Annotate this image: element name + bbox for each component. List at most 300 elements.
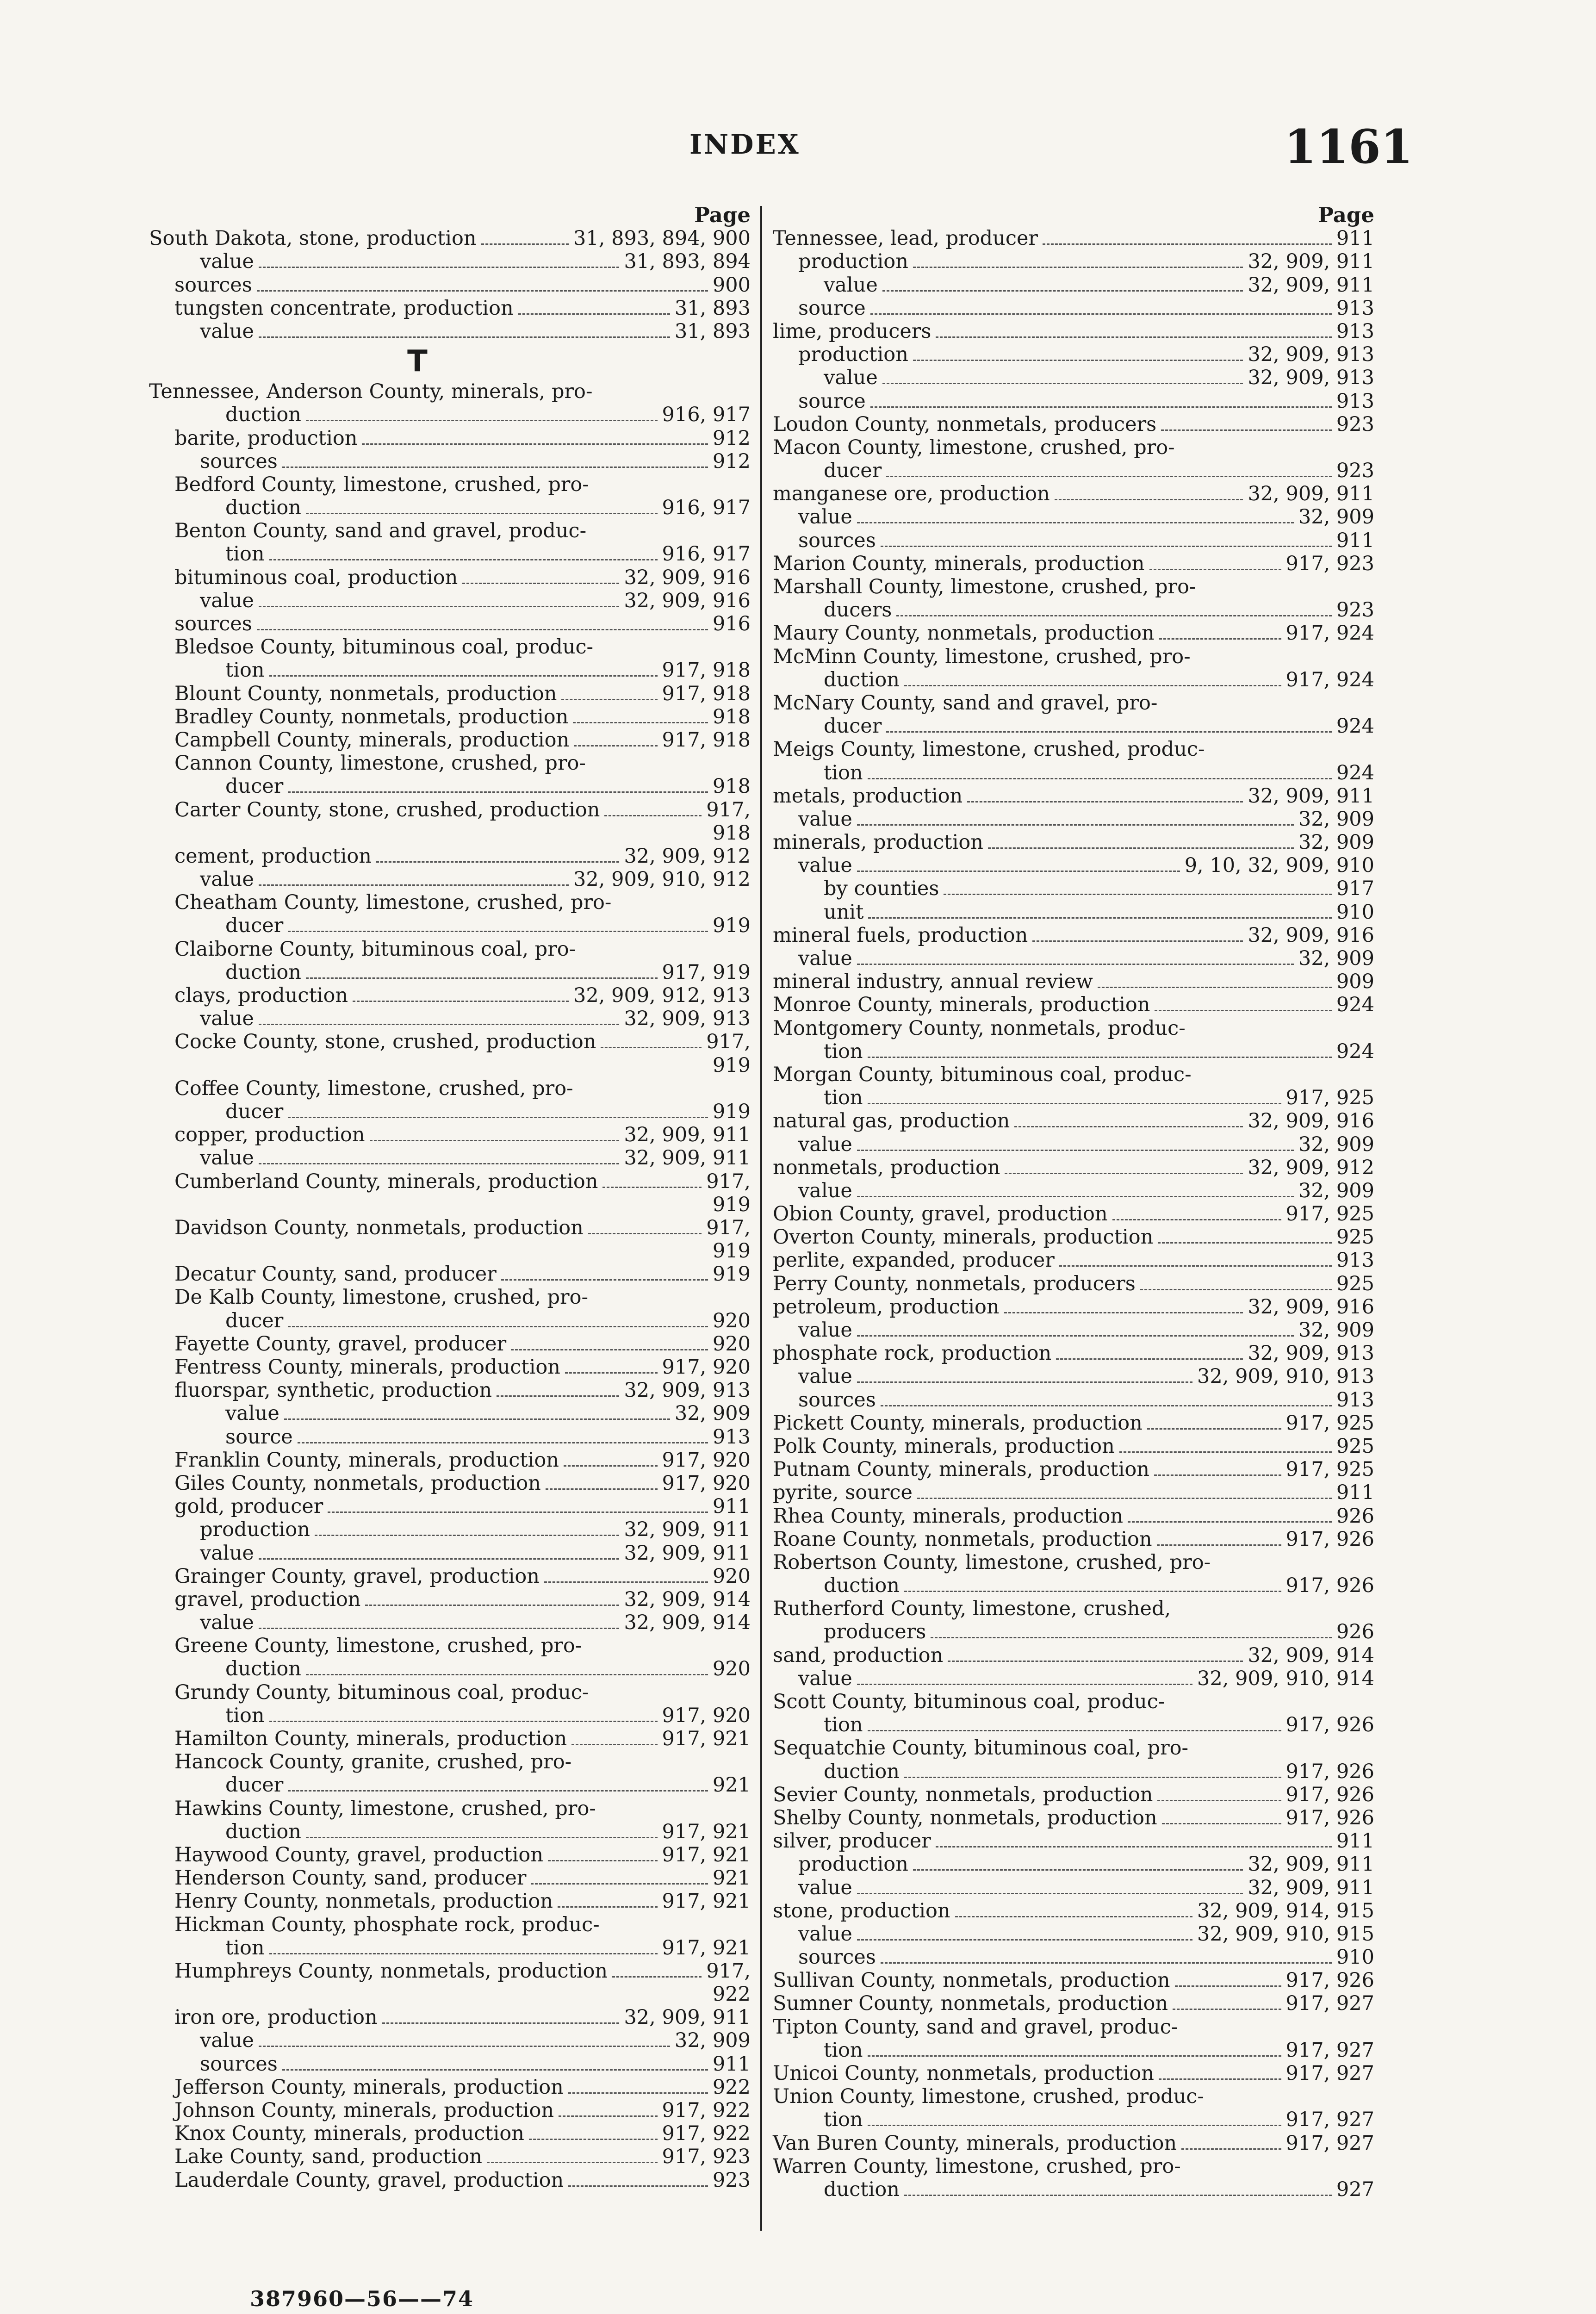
entry-pages: 925 <box>1336 1434 1374 1458</box>
entry-pages: 920 <box>712 1332 751 1356</box>
entry-text: Jefferson County, minerals, production <box>174 2075 564 2099</box>
index-entry <box>773 1528 1374 1551</box>
entry-text: Van Buren County, minerals, production <box>773 2131 1177 2155</box>
entry-pages: 917, 927 <box>1285 2108 1374 2132</box>
index-entry <box>149 1356 751 1379</box>
dot-leader <box>917 1498 1332 1499</box>
entry-pages: 911 <box>712 2052 751 2076</box>
entry-text: phosphate rock, production <box>773 1342 1052 1365</box>
entry-text: ducer <box>225 1309 284 1332</box>
entry-text: Tennessee, lead, producer <box>773 227 1038 250</box>
entry-text: ducer <box>225 1100 284 1123</box>
entry-text: unit <box>824 900 864 924</box>
entry-text: Unicoi County, nonmetals, production <box>773 2062 1154 2085</box>
index-entry <box>773 1992 1374 2015</box>
entry-text: Humphreys County, nonmetals, production <box>174 1959 608 1983</box>
index-entry <box>149 1309 751 1332</box>
index-entry <box>149 2076 751 2099</box>
entry-pages: 900 <box>712 273 751 297</box>
dot-leader <box>1159 638 1281 640</box>
entry-text: tion <box>824 2108 863 2132</box>
index-entry <box>149 1634 751 1657</box>
index-entry <box>149 635 751 659</box>
entry-text: production <box>798 1853 908 1876</box>
dot-leader <box>306 1674 708 1675</box>
dot-leader <box>518 313 670 315</box>
index-entry <box>149 496 751 519</box>
entry-text: sources <box>798 1946 876 1969</box>
entry-pages: 917, 926 <box>1285 1574 1374 1598</box>
dot-leader <box>558 1906 658 1908</box>
index-entry <box>773 552 1374 575</box>
dot-leader <box>559 2115 657 2117</box>
entry-text: tungsten concentrate, production <box>174 296 514 320</box>
entry-text: sources <box>174 273 252 297</box>
entry-pages: 32, 909, 911 <box>624 1541 751 1565</box>
entry-text: Lake County, sand, production <box>174 2145 482 2169</box>
entry-text: Montgomery County, nonmetals, produc- <box>773 1016 1186 1040</box>
index-entry <box>149 1425 751 1449</box>
entry-text: value <box>798 807 852 831</box>
index-entry <box>773 715 1374 738</box>
entry-text: Blount County, nonmetals, production <box>174 682 557 705</box>
index-entry <box>149 2029 751 2052</box>
entry-text: Giles County, nonmetals, production <box>174 1471 541 1495</box>
entry-pages: 917, <box>706 798 751 821</box>
entry-pages: 917, 924 <box>1285 622 1374 645</box>
entry-pages: 916, 917 <box>662 496 751 520</box>
index-entry <box>149 984 751 1007</box>
dot-leader <box>1159 2078 1281 2080</box>
dot-leader <box>259 1163 620 1164</box>
dot-leader <box>857 871 1180 872</box>
entry-pages: 917, <box>706 1216 751 1239</box>
entry-pages: 919 <box>712 1193 751 1216</box>
dot-leader <box>868 778 1332 779</box>
index-entry <box>149 2145 751 2168</box>
entry-text: Sevier County, nonmetals, production <box>773 1783 1153 1806</box>
index-entry <box>149 728 751 752</box>
index-entry <box>149 612 751 635</box>
dot-leader <box>588 1233 702 1234</box>
index-entry <box>149 473 751 496</box>
index-entry <box>149 752 751 775</box>
index-entry <box>773 529 1374 552</box>
entry-text: value <box>200 1611 254 1635</box>
entry-pages: 912 <box>712 426 751 450</box>
entry-pages: 920 <box>712 1564 751 1588</box>
index-entry <box>773 1295 1374 1319</box>
entry-text: Warren County, limestone, crushed, pro- <box>773 2154 1181 2178</box>
dot-leader <box>568 2092 708 2094</box>
entry-text: Knox County, minerals, production <box>174 2122 524 2146</box>
index-entry <box>773 575 1374 598</box>
entry-pages: 32, 909, 911 <box>1248 250 1374 274</box>
dot-leader <box>955 1916 1192 1917</box>
entry-pages: 32, 909, 911 <box>624 1123 751 1147</box>
entry-text: gravel, production <box>174 1587 361 1611</box>
column-divider <box>760 206 762 2231</box>
index-entry <box>149 1239 751 1263</box>
entry-pages: 912 <box>712 449 751 473</box>
dot-leader <box>564 1465 658 1467</box>
entry-pages: 916, 917 <box>662 542 751 566</box>
dot-leader <box>1162 1823 1281 1824</box>
entry-text: value <box>824 366 878 390</box>
index-entry <box>149 705 751 728</box>
dot-leader <box>882 290 1243 292</box>
entry-pages: 926 <box>1336 1620 1374 1644</box>
entry-pages: 32, 909, 916 <box>624 589 751 612</box>
dot-leader <box>868 1103 1281 1104</box>
entry-pages: 917, 927 <box>1285 2062 1374 2085</box>
entry-text: Decatur County, sand, producer <box>174 1263 497 1286</box>
entry-pages: 911 <box>712 1495 751 1518</box>
entry-text: tion <box>225 1936 265 1959</box>
dot-leader <box>1043 243 1332 245</box>
dot-leader <box>886 476 1332 477</box>
index-entry <box>773 645 1374 668</box>
entry-pages: 917, 927 <box>1285 2038 1374 2062</box>
dot-leader <box>328 1512 708 1513</box>
dot-leader <box>565 1372 658 1374</box>
dot-leader <box>931 1637 1332 1638</box>
dot-leader <box>1119 1451 1332 1453</box>
entry-text: silver, producer <box>773 1829 931 1853</box>
index-entry <box>773 924 1374 947</box>
entry-text: value <box>200 589 254 612</box>
index-entry <box>773 1551 1374 1574</box>
entry-text: Scott County, bituminous coal, produc- <box>773 1690 1165 1713</box>
index-entry <box>773 1667 1374 1690</box>
entry-text: fluorspar, synthetic, production <box>174 1379 492 1402</box>
entry-pages: 917, 926 <box>1285 1713 1374 1737</box>
index-entry <box>773 1388 1374 1412</box>
entry-pages: 913 <box>1336 1249 1374 1272</box>
index-entry <box>149 1123 751 1146</box>
dot-leader <box>1055 499 1243 500</box>
index-entry <box>773 1829 1374 1853</box>
dot-leader <box>868 2055 1281 2057</box>
dot-leader <box>306 1837 658 1838</box>
entry-text: duction <box>824 1760 900 1783</box>
entry-pages: 917, 922 <box>662 2099 751 2122</box>
dot-leader <box>857 964 1294 965</box>
entry-text: production <box>798 250 908 274</box>
entry-text: duction <box>225 1657 301 1681</box>
entry-pages: 910 <box>1336 900 1374 924</box>
entry-text: duction <box>824 1574 900 1598</box>
dot-leader <box>604 815 702 816</box>
entry-pages: 917, 925 <box>1285 1458 1374 1481</box>
entry-pages: 31, 893, 894 <box>624 250 751 274</box>
entry-text: De Kalb County, limestone, crushed, pro- <box>174 1286 589 1309</box>
index-entry <box>773 320 1374 343</box>
entry-pages: 920 <box>712 1309 751 1332</box>
entry-pages: 32, 909, 916 <box>624 566 751 589</box>
entry-text: Coffee County, limestone, crushed, pro- <box>174 1076 573 1100</box>
index-entry <box>149 1449 751 1472</box>
index-entry <box>149 845 751 868</box>
index-entry <box>773 1505 1374 1528</box>
index-entry <box>149 2169 751 2192</box>
entry-pages: 917, 926 <box>1285 1783 1374 1806</box>
index-entry <box>773 390 1374 413</box>
entry-text: Roane County, nonmetals, production <box>773 1527 1152 1551</box>
dot-leader <box>546 1488 658 1490</box>
section-letter: T <box>407 344 428 379</box>
dot-leader <box>257 629 708 630</box>
index-entry <box>149 1704 751 1727</box>
entry-text: value <box>798 1922 852 1946</box>
dot-leader <box>948 1661 1243 1662</box>
entry-pages: 911 <box>1336 227 1374 250</box>
index-entry <box>149 1983 751 2006</box>
entry-pages: 923 <box>712 2168 751 2192</box>
index-entry <box>149 1263 751 1286</box>
entry-pages: 913 <box>712 1425 751 1449</box>
index-entry <box>773 482 1374 505</box>
entry-pages: 32, 909, 911 <box>1248 784 1374 808</box>
entry-pages: 917, 921 <box>662 1890 751 1913</box>
index-entry <box>149 1750 751 1773</box>
dot-leader <box>904 685 1281 686</box>
index-entry <box>773 761 1374 784</box>
index-entry <box>149 450 751 473</box>
index-entry <box>773 2178 1374 2201</box>
dot-leader <box>1155 1010 1331 1011</box>
entry-pages: 917, 921 <box>662 1843 751 1866</box>
index-entry <box>773 343 1374 366</box>
entry-text: Union County, limestone, crushed, produc- <box>773 2085 1204 2109</box>
entry-text: duction <box>225 1820 301 1843</box>
entry-pages: 32, 909, 916 <box>1248 1295 1374 1319</box>
index-entry <box>773 1876 1374 1899</box>
entry-text: Grainger County, gravel, production <box>174 1564 540 1588</box>
entry-text: production <box>200 1518 310 1542</box>
index-entry <box>149 1472 751 1495</box>
entry-pages: 32, 909, 911 <box>1248 273 1374 297</box>
dot-leader <box>857 1335 1294 1337</box>
entry-pages: 917, 925 <box>1285 1202 1374 1226</box>
entry-text: Tennessee, Anderson County, minerals, pro- <box>149 380 593 404</box>
entry-text: gold, producer <box>174 1495 323 1518</box>
entry-text: Robertson County, limestone, crushed, pro- <box>773 1550 1211 1574</box>
entry-text: Cocke County, stone, crushed, production <box>174 1030 596 1054</box>
entry-pages: 32, 909, 916 <box>1248 1109 1374 1133</box>
entry-pages: 916, 917 <box>662 403 751 427</box>
index-column-left <box>149 204 751 2192</box>
entry-text: sources <box>798 529 876 552</box>
index-entry <box>773 1365 1374 1388</box>
entry-pages: 917, 926 <box>1285 1969 1374 1992</box>
index-entry <box>773 854 1374 877</box>
dot-leader <box>282 467 708 468</box>
dot-leader <box>462 583 619 584</box>
dot-leader <box>497 1395 619 1397</box>
entry-text: Macon County, limestone, crushed, pro- <box>773 435 1175 459</box>
entry-text: Fayette County, gravel, producer <box>174 1332 507 1356</box>
index-entry <box>149 914 751 937</box>
entry-text: South Dakota, stone, production <box>149 227 477 250</box>
entry-pages: 910 <box>1336 1946 1374 1969</box>
entry-text: Johnson County, minerals, production <box>174 2099 554 2122</box>
dot-leader <box>881 1962 1332 1964</box>
entry-text: source <box>225 1425 293 1449</box>
entry-text: value <box>798 947 852 970</box>
index-entry <box>773 2015 1374 2039</box>
entry-pages: 919 <box>712 914 751 938</box>
dot-leader <box>896 615 1332 616</box>
dot-leader <box>913 1869 1243 1871</box>
entry-pages: 32, 909, 914 <box>624 1611 751 1635</box>
dot-leader <box>259 1558 620 1560</box>
index-entry <box>149 1216 751 1239</box>
index-entry <box>149 1402 751 1425</box>
entry-text: Monroe County, minerals, production <box>773 993 1150 1017</box>
entry-pages: 32, 909, 910, 915 <box>1197 1922 1374 1946</box>
entry-pages: 32, 909, 914 <box>1248 1643 1374 1667</box>
index-entry <box>773 1644 1374 1667</box>
entry-text: sources <box>200 449 278 473</box>
dot-leader <box>259 2046 670 2047</box>
entry-pages: 917, <box>706 1959 751 1983</box>
index-entry <box>149 1681 751 1704</box>
index-entry <box>773 1458 1374 1481</box>
entry-pages: 917, 926 <box>1285 1527 1374 1551</box>
entry-pages: 924 <box>1336 761 1374 784</box>
entry-pages: 917, 923 <box>662 2145 751 2169</box>
entry-pages: 909 <box>1336 970 1374 994</box>
entry-text: Henderson County, sand, producer <box>174 1866 527 1890</box>
entry-text: Obion County, gravel, production <box>773 1202 1108 1226</box>
dot-leader <box>1157 1800 1281 1801</box>
index-entry <box>773 459 1374 482</box>
entry-pages: 917, 918 <box>662 659 751 682</box>
entry-text: ducer <box>824 459 882 483</box>
index-entry <box>773 1690 1374 1713</box>
index-entry <box>773 877 1374 900</box>
entry-pages: 925 <box>1336 1225 1374 1249</box>
dot-leader <box>571 1744 657 1745</box>
dot-leader <box>284 1418 670 1420</box>
index-entry <box>773 436 1374 459</box>
entry-pages: 917, 919 <box>662 960 751 984</box>
index-entry <box>773 993 1374 1016</box>
entry-pages: 916 <box>712 612 751 635</box>
entry-text: duction <box>225 403 301 427</box>
entry-text: by counties <box>824 877 939 901</box>
entry-pages: 32, 909 <box>1298 1179 1374 1202</box>
entry-pages: 32, 909, 913 <box>624 1007 751 1031</box>
index-entry <box>773 1969 1374 1992</box>
entry-text: Cumberland County, minerals, production <box>174 1169 598 1193</box>
dot-leader <box>288 791 708 793</box>
dot-leader <box>568 2185 708 2187</box>
entry-text: ducer <box>225 775 284 798</box>
entry-pages: 32, 909, 912 <box>1248 1156 1374 1179</box>
dot-leader <box>857 1684 1192 1685</box>
entry-pages: 923 <box>1336 412 1374 436</box>
entry-text: Bedford County, limestone, crushed, pro- <box>174 473 589 496</box>
entry-text: pyrite, source <box>773 1481 913 1505</box>
entry-pages: 32, 909, 913 <box>1248 1342 1374 1365</box>
index-entry <box>149 1657 751 1680</box>
index-entry <box>149 1332 751 1356</box>
index-entry <box>773 622 1374 645</box>
index-entry <box>149 566 751 589</box>
index-entry <box>149 1773 751 1797</box>
entry-text: value <box>798 1876 852 1899</box>
entry-text: lime, producers <box>773 319 932 343</box>
entry-text: tion <box>225 542 265 566</box>
entry-pages: 917, 921 <box>662 1727 751 1750</box>
entry-pages: 917, 921 <box>662 1820 751 1843</box>
entry-pages: 32, 909, 910, 912 <box>573 868 751 891</box>
index-entry <box>773 1853 1374 1876</box>
entry-text: tion <box>824 1039 863 1063</box>
entry-pages: 917, 920 <box>662 1471 751 1495</box>
dot-leader <box>1004 1312 1243 1313</box>
entry-pages: 917, 920 <box>662 1356 751 1379</box>
entry-pages: 917, 918 <box>662 682 751 705</box>
entry-text: Haywood County, gravel, production <box>174 1843 544 1866</box>
index-entry <box>773 947 1374 970</box>
entry-text: value <box>798 854 852 877</box>
entry-pages: 31, 893 <box>674 296 751 320</box>
entry-pages: 924 <box>1336 715 1374 738</box>
index-entry <box>773 1412 1374 1435</box>
dot-leader <box>544 1581 708 1583</box>
entry-pages: 32, 909 <box>1298 1319 1374 1342</box>
entry-pages: 32, 909 <box>674 2029 751 2053</box>
dot-leader <box>282 2069 708 2071</box>
entry-text: clays, production <box>174 984 348 1007</box>
entry-text: Marion County, minerals, production <box>773 552 1145 575</box>
entry-text: Fentress County, minerals, production <box>174 1356 560 1379</box>
dot-leader <box>306 420 658 421</box>
dot-leader <box>988 847 1294 849</box>
index-entry <box>149 542 751 566</box>
entry-text: tion <box>824 761 863 784</box>
dot-leader <box>306 977 658 979</box>
index-column-right <box>773 204 1374 2201</box>
entry-text: Davidson County, nonmetals, production <box>174 1216 584 1239</box>
entry-text: tion <box>225 659 265 682</box>
index-entry <box>773 598 1374 622</box>
dot-leader <box>1098 987 1332 988</box>
entry-text: Perry County, nonmetals, producers <box>773 1272 1136 1295</box>
entry-pages: 32, 909 <box>1298 947 1374 970</box>
entry-text: Benton County, sand and gravel, produc- <box>174 519 587 543</box>
index-entry <box>149 1030 751 1053</box>
dot-leader <box>1128 1521 1332 1523</box>
entry-text: Sumner County, nonmetals, production <box>773 1992 1168 2015</box>
dot-leader <box>1173 2009 1281 2010</box>
dot-leader <box>1154 1474 1281 1476</box>
dot-leader <box>1059 1265 1332 1267</box>
entry-text: value <box>798 1132 852 1156</box>
entry-text: tion <box>824 2038 863 2062</box>
index-entry <box>149 1959 751 1983</box>
entry-text: value <box>798 1319 852 1342</box>
dot-leader <box>257 290 708 292</box>
entry-text: value <box>824 273 878 297</box>
entry-text: value <box>200 1007 254 1031</box>
dot-leader <box>269 559 658 560</box>
entry-pages: 919 <box>712 1053 751 1077</box>
dot-leader <box>1056 1358 1243 1360</box>
